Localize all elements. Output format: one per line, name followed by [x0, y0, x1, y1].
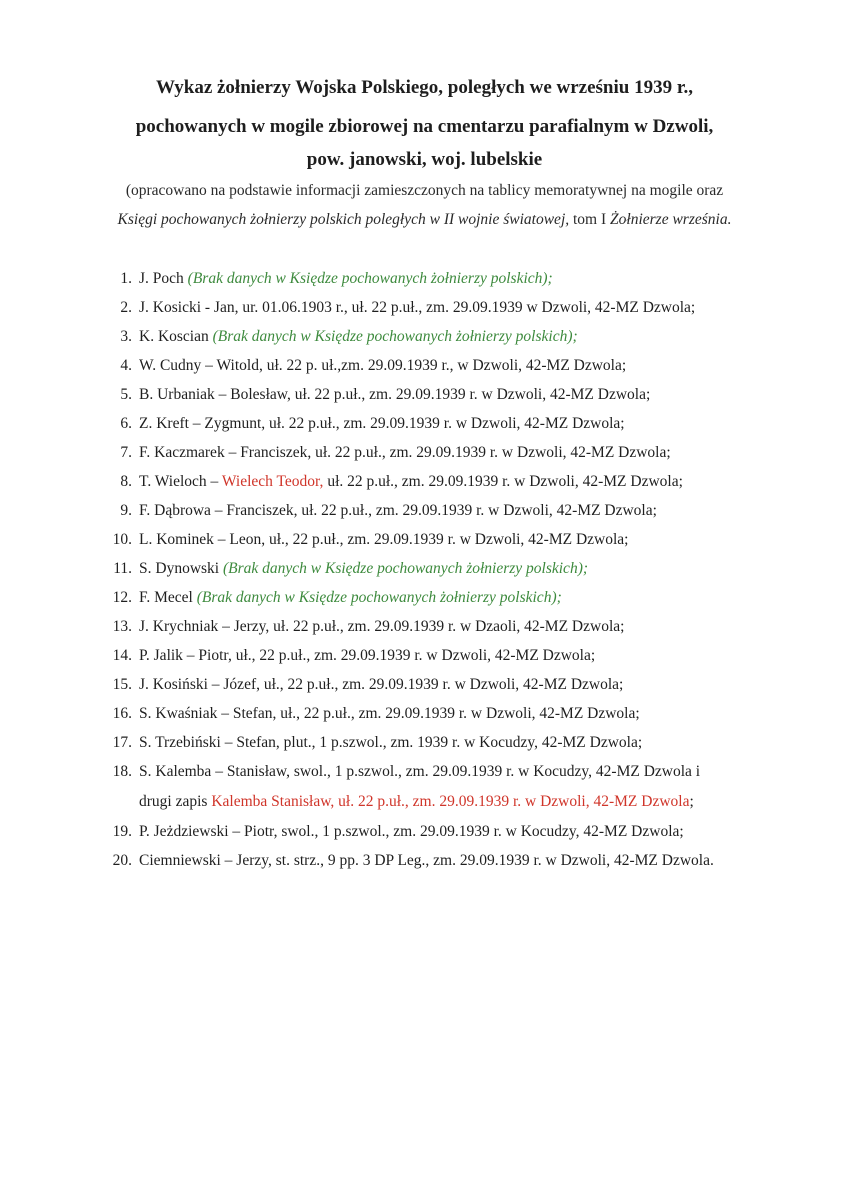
list-item-text: J. Kosiński – Józef, uł., 22 p.uł., zm. 29.09.1939 r. w Dzwoli, 42-MZ Dzwola; — [139, 676, 624, 693]
list-item-green-note: (Brak danych w Księdze pochowanych żołnierzy polskich); — [212, 328, 578, 345]
list-item-text: J. Krychniak – Jerzy, uł. 22 p.uł., zm. 29.09.1939 r. w Dzaoli, 42-MZ Dzwola; — [139, 618, 625, 635]
intro-line-1: (opracowano na podstawie informacji zamieszczonych na tablicy memoratywnej na mogile oraz — [125, 182, 724, 199]
continuation-text: drugi zapis — [139, 793, 212, 810]
list-item-text: Ciemniewski – Jerzy, st. strz., 9 pp. 3 DP Leg., zm. 29.09.1939 r. w Dzwoli, 42-MZ Dzwola. — [139, 852, 714, 869]
list-item — [106, 733, 806, 762]
list-item-number: 13. — [112, 618, 132, 635]
list-item — [106, 356, 806, 385]
list-item-number: 12. — [112, 589, 132, 606]
list-item-text: K. Koscian — [139, 328, 213, 345]
continuation-red-note: Kalemba Stanisław, uł. 22 p.uł., zm. 29.09.1939 r. w Dzwoli, 42-MZ Dzwola — [211, 793, 690, 810]
list-item-number: 18. — [112, 763, 132, 780]
intro-line-2 — [0, 211, 849, 229]
list-item — [106, 559, 806, 588]
list-item-number: 3. — [120, 328, 132, 345]
list-item-text: S. Dynowski — [139, 560, 223, 577]
list-item-text: P. Jalik – Piotr, uł., 22 p.uł., zm. 29.09.1939 r. w Dzwoli, 42-MZ Dzwola; — [139, 647, 596, 664]
list-item — [106, 762, 806, 822]
continuation-text-end: ; — [689, 793, 694, 810]
list-item-green-note: (Brak danych w Księdze pochowanych żołnierzy polskich); — [196, 589, 562, 606]
list-item-red-note: Wielech Teodor, — [221, 473, 324, 490]
list-item-text: F. Mecel — [139, 589, 197, 606]
intro-source-title: Księgi pochowanych żołnierzy polskich poległych w II wojnie światowej, — [117, 211, 570, 228]
list-item — [106, 414, 806, 443]
list-item-number: 16. — [112, 705, 132, 722]
list-item-green-note: (Brak danych w Księdze pochowanych żołnierzy polskich); — [222, 560, 589, 577]
list-item-text: L. Kominek – Leon, uł., 22 p.uł., zm. 29.09.1939 r. w Dzwoli, 42-MZ Dzwola; — [139, 531, 629, 548]
list-item — [106, 646, 806, 675]
list-item-number: 11. — [113, 560, 132, 577]
list-item-number: 1. — [120, 270, 132, 287]
list-item — [106, 269, 806, 298]
list-item — [106, 501, 806, 530]
list-item-number: 17. — [112, 734, 132, 751]
document-title-line-2: pochowanych w mogile zbiorowej na cmentarzu parafialnym w Dzwoli, — [135, 116, 714, 137]
list-item-text: F. Dąbrowa – Franciszek, uł. 22 p.uł., zm. 29.09.1939 r. w Dzwoli, 42-MZ Dzwola; — [139, 502, 657, 519]
list-item-text: B. Urbaniak – Bolesław, uł. 22 p.uł., zm. 29.09.1939 r. w Dzwoli, 42-MZ Dzwola; — [139, 386, 651, 403]
list-item-text: S. Trzebiński – Stefan, plut., 1 p.szwol., zm. 1939 r. w Kocudzy, 42-MZ Dzwola; — [139, 734, 643, 751]
list-item-text: Z. Kreft – Zygmunt, uł. 22 p.uł., zm. 29.09.1939 r. w Dzwoli, 42-MZ Dzwola; — [139, 415, 625, 432]
list-item-continuation — [106, 792, 806, 812]
list-item-number: 15. — [112, 676, 132, 693]
list-item-number: 20. — [112, 852, 132, 869]
intro-volume: tom I — [569, 211, 611, 228]
list-item-number: 19. — [112, 823, 132, 840]
list-item-text: J. Kosicki - Jan, ur. 01.06.1903 r., uł. 22 p.uł., zm. 29.09.1939 w Dzwoli, 42-MZ Dzwola; — [139, 299, 696, 316]
list-item-number: 7. — [120, 444, 132, 461]
list-item — [106, 822, 806, 851]
list-item-number: 8. — [120, 473, 132, 490]
list-item-green-note: (Brak danych w Księdze pochowanych żołnierzy polskich); — [187, 270, 553, 287]
list-item — [106, 704, 806, 733]
list-item-number: 2. — [120, 299, 132, 316]
list-item-text: J. Poch — [139, 270, 188, 287]
list-item — [106, 443, 806, 472]
document-title-line-3: pow. janowski, woj. lubelskie — [306, 149, 543, 170]
list-item-text-end: uł. 22 p.uł., zm. 29.09.1939 r. w Dzwoli, 42-MZ Dzwola; — [323, 473, 683, 490]
list-item — [106, 851, 806, 880]
document-title-line-1: Wykaz żołnierzy Wojska Polskiego, poległych we wrześniu 1939 r., — [155, 77, 694, 98]
list-item — [106, 385, 806, 414]
list-item-number: 14. — [112, 647, 132, 664]
soldier-list — [106, 269, 806, 880]
list-item-text: P. Jeżdziewski – Piotr, swol., 1 p.szwol., zm. 29.09.1939 r. w Kocudzy, 42-MZ Dzwola; — [139, 823, 684, 840]
list-item-number: 5. — [120, 386, 132, 403]
list-item — [106, 588, 806, 617]
list-item-number: 10. — [112, 531, 132, 548]
list-item-number: 6. — [120, 415, 132, 432]
list-item — [106, 298, 806, 327]
list-item — [106, 675, 806, 704]
list-item-text: S. Kalemba – Stanisław, swol., 1 p.szwol., zm. 29.09.1939 r. w Kocudzy, 42-MZ Dzwola i — [139, 763, 701, 780]
list-item-number: 4. — [120, 357, 132, 374]
list-item-text: F. Kaczmarek – Franciszek, uł. 22 p.uł., zm. 29.09.1939 r. w Dzwoli, 42-MZ Dzwola; — [139, 444, 671, 461]
list-item-number: 9. — [120, 502, 132, 519]
list-item — [106, 617, 806, 646]
list-item-text: W. Cudny – Witold, uł. 22 p. uł.,zm. 29.09.1939 r., w Dzwoli, 42-MZ Dzwola; — [139, 357, 627, 374]
list-item-text: S. Kwaśniak – Stefan, uł., 22 p.uł., zm. 29.09.1939 r. w Dzwoli, 42-MZ Dzwola; — [139, 705, 640, 722]
intro-volume-title: Żołnierze września. — [610, 211, 732, 228]
list-item — [106, 327, 806, 356]
list-item-text: T. Wieloch – — [139, 473, 222, 490]
list-item — [106, 472, 806, 501]
list-item — [106, 530, 806, 559]
